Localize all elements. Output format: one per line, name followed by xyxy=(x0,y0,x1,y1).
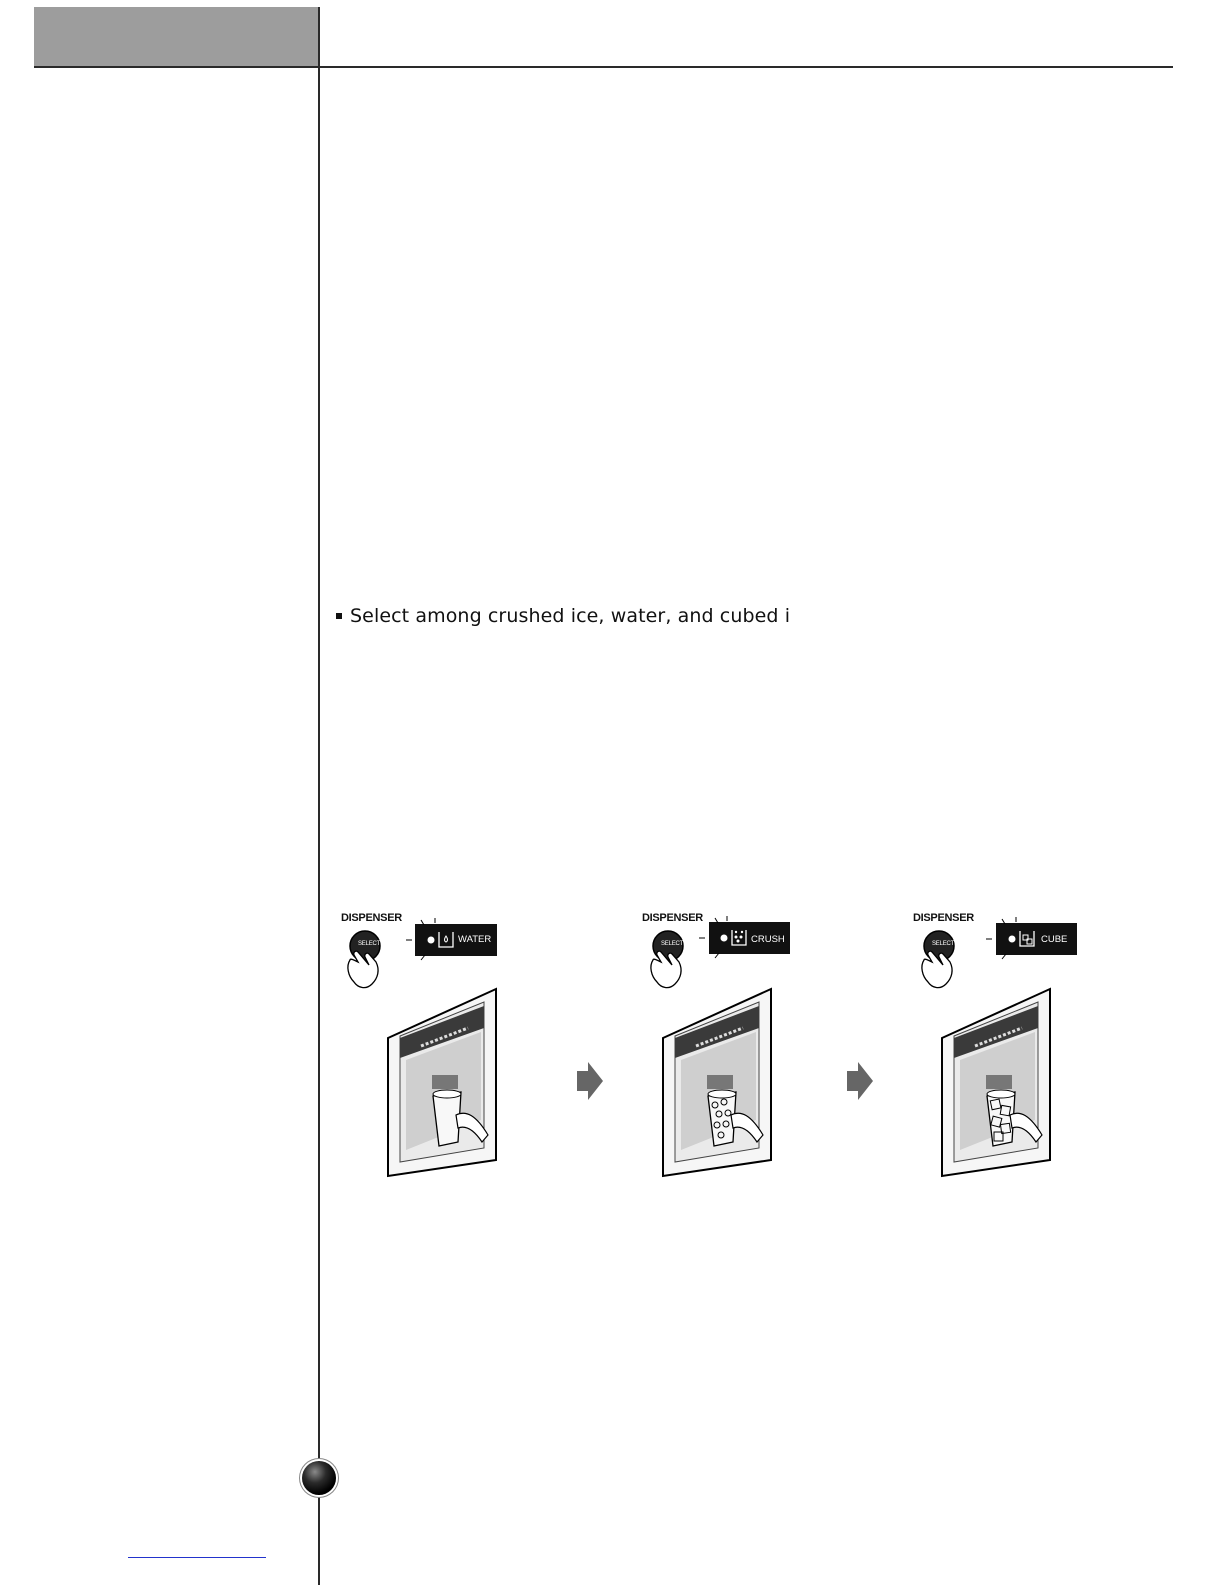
footer-underline xyxy=(128,1557,266,1558)
step-illustration xyxy=(908,910,1168,1185)
instruction-text: Select among crushed ice, water, and cubed i xyxy=(350,605,791,627)
step-illustration xyxy=(637,910,897,1185)
page-marker-dot xyxy=(302,1461,336,1495)
select-button-label: SELECT xyxy=(661,941,684,947)
next-step-arrow-icon xyxy=(847,1062,873,1104)
mode-label: WATER xyxy=(458,934,492,945)
dispenser-label: DISPENSER xyxy=(642,912,703,924)
select-button-label: SELECT xyxy=(932,941,955,947)
step-illustration xyxy=(336,910,596,1185)
step-crush xyxy=(637,910,897,1185)
header-rule xyxy=(34,66,1173,68)
square-bullet-icon xyxy=(336,613,342,619)
step-water xyxy=(336,910,596,1185)
dispenser-label: DISPENSER xyxy=(341,912,402,924)
instruction-line xyxy=(336,602,790,630)
select-button-label: SELECT xyxy=(358,941,381,947)
header-tab xyxy=(34,7,319,67)
mode-label: CRUSH xyxy=(751,934,785,945)
mode-label: CUBE xyxy=(1041,934,1068,945)
next-step-arrow-icon xyxy=(577,1062,603,1104)
page-spine-line xyxy=(318,7,320,1585)
dispenser-label: DISPENSER xyxy=(913,912,974,924)
step-cube xyxy=(908,910,1168,1185)
